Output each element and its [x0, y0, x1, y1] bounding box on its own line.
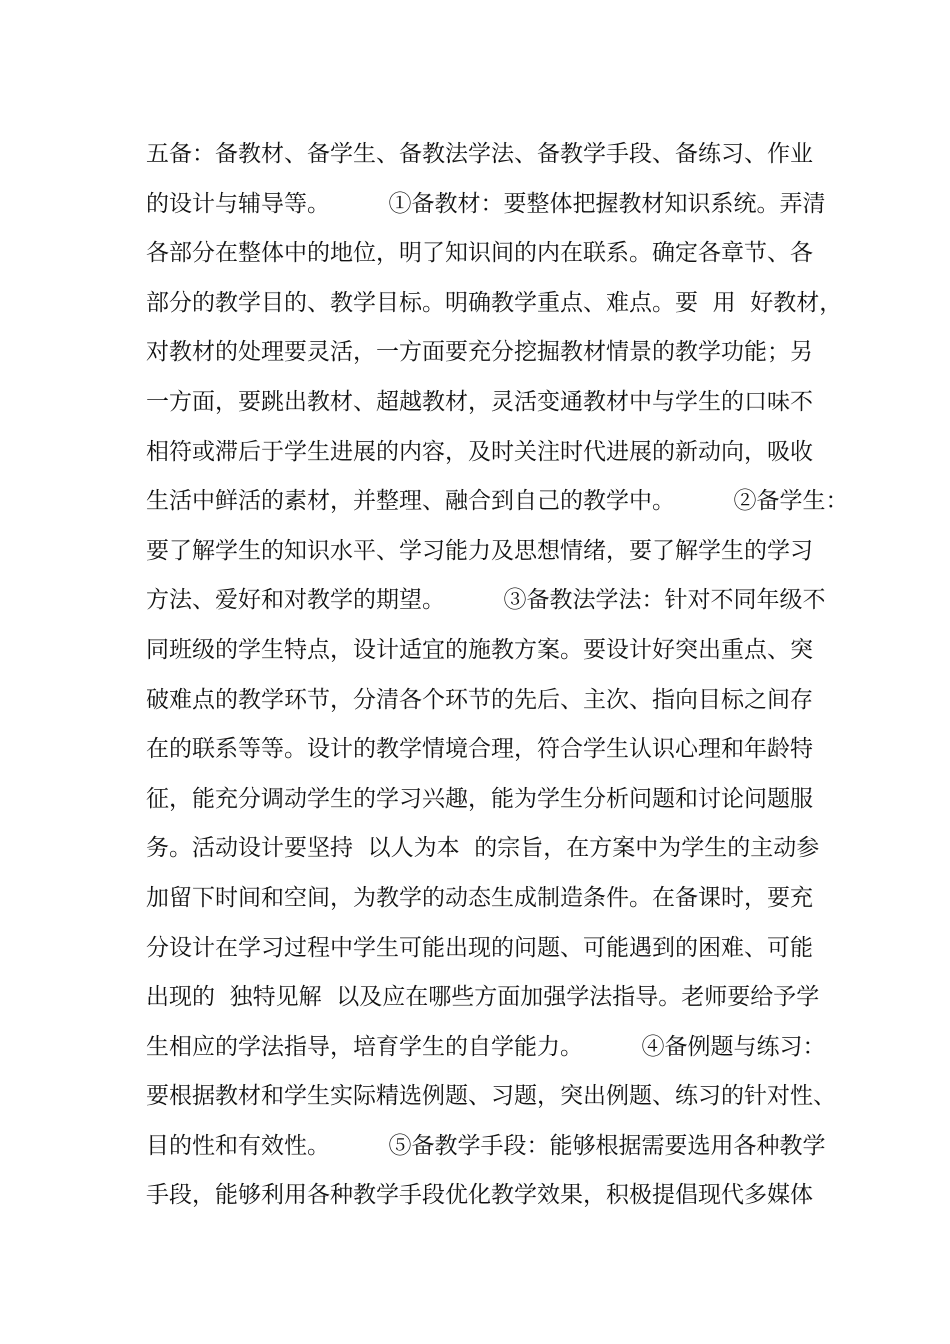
body-text	[146, 130, 849, 1221]
text-line: 生活中鲜活的素材，并整理、融合到自己的教学中。 ②备学生：	[146, 488, 849, 515]
text-line: 出现的 独特见解 以及应在哪些方面加强学法指导。老师要给予学	[146, 984, 820, 1011]
text-line: 方法、爱好和对教学的期望。 ③备教法学法：针对不同年级不	[146, 587, 826, 614]
text-line: 务。活动设计要坚持 以人为本 的宗旨，在方案中为学生的主动参	[146, 835, 820, 862]
text-line: 在的联系等等。设计的教学情境合理，符合学生认识心理和年龄特	[146, 736, 813, 763]
text-line: 同班级的学生特点，设计适宜的施教方案。要设计好突出重点、突	[146, 636, 813, 663]
text-line: 一方面，要跳出教材、超越教材，灵活变通教材中与学生的口味不	[146, 388, 813, 415]
text-line: 要根据教材和学生实际精选例题、习题，突出例题、练习的针对性、	[146, 1083, 836, 1110]
text-line: 对教材的处理要灵活，一方面要充分挖掘教材情景的教学功能；另	[146, 339, 813, 366]
text-line: 的设计与辅导等。 ①备教材：要整体把握教材知识系统。弄清	[146, 190, 826, 217]
text-line: 部分的教学目的、教学目标。明确教学重点、难点。要 用 好教材，	[146, 289, 843, 316]
text-line: 分设计在学习过程中学生可能出现的问题、可能遇到的困难、可能	[146, 934, 813, 961]
text-line: 五备：备教材、备学生、备教法学法、备教学手段、备练习、作业	[146, 141, 813, 167]
text-line: 征，能充分调动学生的学习兴趣，能为学生分析问题和讨论问题服	[146, 785, 813, 812]
text-line: 破难点的教学环节，分清各个环节的先后、主次、指向目标之间存	[146, 686, 813, 713]
text-line: 要了解学生的知识水平、学习能力及思想情绪，要了解学生的学习	[146, 537, 813, 564]
text-line: 相符或滞后于学生进展的内容，及时关注时代进展的新动向，吸收	[146, 438, 813, 465]
text-line: 生相应的学法指导，培育学生的自学能力。 ④备例题与练习：	[146, 1033, 826, 1060]
text-line: 各部分在整体中的地位，明了知识间的内在联系。确定各章节、各	[146, 240, 813, 267]
text-line: 目的性和有效性。 ⑤备教学手段：能够根据需要选用各种教学	[146, 1132, 826, 1159]
text-line: 手段，能够利用各种教学手段优化教学效果，积极提倡现代多媒体	[146, 1182, 813, 1209]
text-line: 加留下时间和空间，为教学的动态生成制造条件。在备课时，要充	[146, 884, 813, 911]
